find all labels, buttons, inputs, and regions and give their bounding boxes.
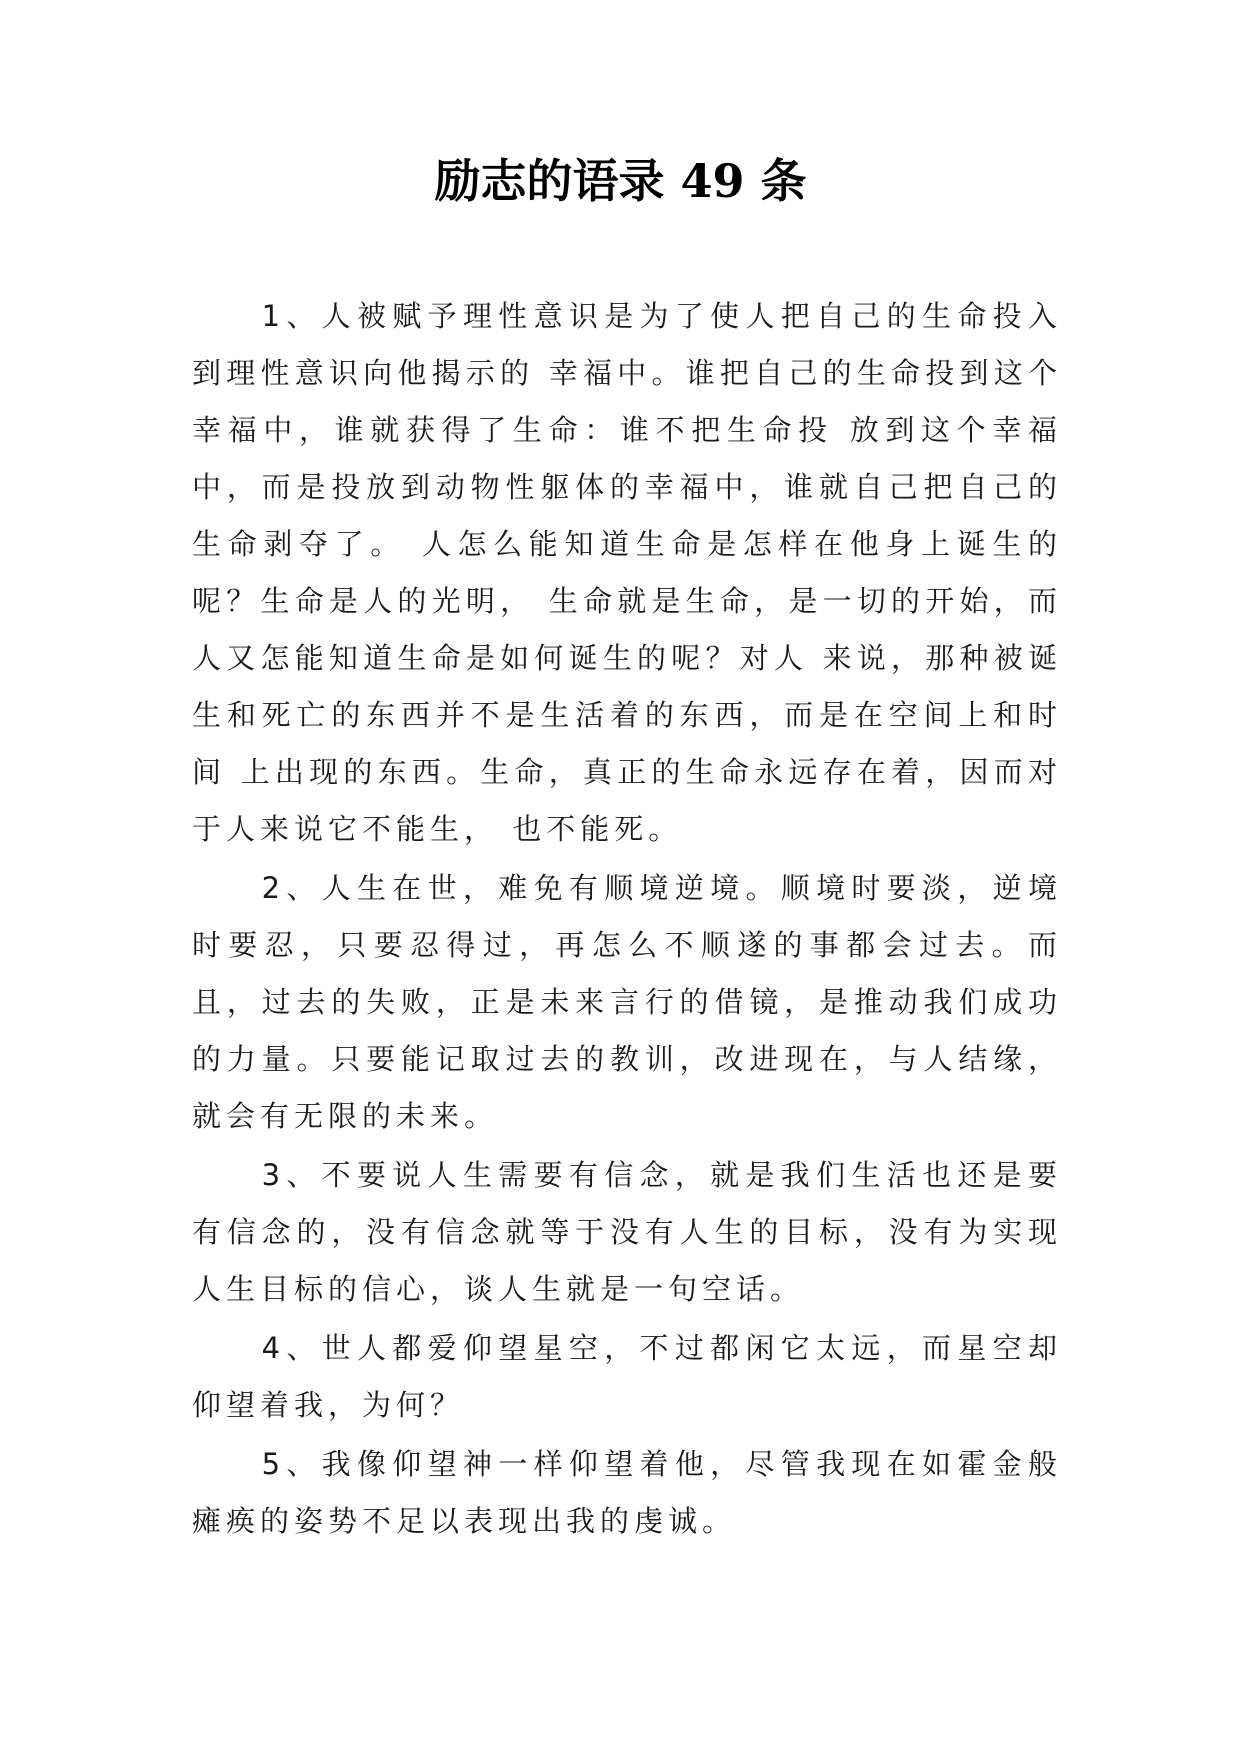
paragraph-4: 4、世人都爱仰望星空，不过都闲它太远，而星空却仰望着我，为何？ [192, 1331, 1062, 1422]
document-title: 励志的语录 49 条 [434, 154, 807, 208]
paragraph-5: 5、我像仰望神一样仰望着他，尽管我现在如霍金般瘫痪的姿势不足以表现出我的虔诚。 [192, 1447, 1062, 1538]
paragraph-1: 1、人被赋予理性意识是为了使人把自己的生命投入到理性意识向他揭示的 幸福中。谁把自己的生命投到这个幸福中，谁就获得了生命：谁不把生命投 放到这个幸福中，而是投放到动物性躯体的幸福中，谁就自己把自己的生命剥夺了。 人怎么能知道生命是怎样在他身上诞生的呢？生命是人的光明， 生命就是生命，是一切的开始，而人又怎能知道生命是如何诞生的呢？对人 来说，那种被诞生和死亡的东西并不是生活着的东西，而是在空间上和时间 上出现的东西。生命，真正的生命永远存在着，因而对于人来说它不能生， 也不能死。 [192, 299, 1062, 846]
document-body [192, 288, 1062, 1552]
paragraph-3: 3、不要说人生需要有信念，就是我们生活也还是要有信念的，没有信念就等于没有人生的目标，没有为实现人生目标的信心，谈人生就是一句空话。 [192, 1158, 1062, 1306]
paragraph-2: 2、人生在世，难免有顺境逆境。顺境时要淡，逆境时要忍，只要忍得过，再怎么不顺遂的事都会过去。而且，过去的失败，正是未来言行的借镜，是推动我们成功的力量。只要能记取过去的教训，改进现在，与人结缘，就会有无限的未来。 [192, 871, 1062, 1133]
